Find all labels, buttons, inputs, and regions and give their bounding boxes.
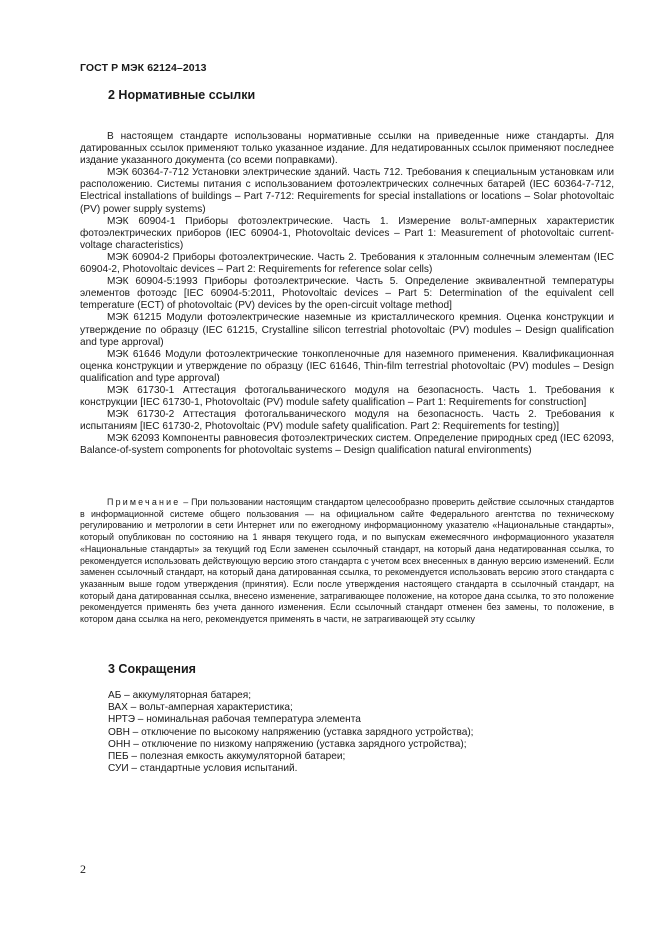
reference-iec-62093: МЭК 62093 Компоненты равновесия фотоэлектрических систем. Определение природных сред (IEC 62093, Balance-of-system components for photovoltaic systems – Design qualification natural environments) — [80, 433, 614, 457]
abbreviation-item: АБ – аккумуляторная батарея; — [108, 690, 252, 701]
note-text: – При пользовании настоящим стандартом целесообразно проверить действие ссылочных стандартов в информационной системе общего пользования — на официальном сайте Федерального агентства по техническому регулированию и метрологии в сети Интернет или по ежегодному информационному указателю «Национальные стандарты», который опубликован по состоянию на 1 января текущего года, и по выпускам ежемесячного информационного указателя «Национальные стандарты» за текущий год Если заменен ссылочный стандарт, на который дана недатированная ссылка, то рекомендуется использовать действующую версию этого стандарта с учетом всех внесенных в данную версию изменений. Если заменен ссылочный стандарт, на который дана датированная ссылка, то рекомендуется использовать версию этого стандарта с указанным выше годом утверждения (принятия). Если после утверждения настоящего стандарта в ссылочный стандарт, на который дана датированная ссылка, внесено изменение, затрагивающее положение, на которое дана ссылка, то это положение рекомендуется применять без учета данного изменения. Если ссылочный стандарт отменен без замены, то положение, в котором дана ссылка на него, рекомендуется применять в части, не затрагивающей эту ссылку — [80, 497, 614, 625]
abbreviation-item: ПЕБ – полезная емкость аккумуляторной батареи; — [108, 751, 346, 763]
reference-iec-60904-2: МЭК 60904-2 Приборы фотоэлектрические. Часть 2. Требования к эталонным солнечным элементам (IEC 60904-2, Photovoltaic devices – Part 2: Requirements for reference solar cells) — [80, 251, 614, 276]
reference-iec-61730-2: МЭК 61730-2 Аттестация фотогальванического модуля на безопасность. Часть 2. Требования к испытаниям [IEC 61730-2, Photovoltaic (PV) module safety qualification. Part 2: Requirements for testing)] — [80, 409, 614, 433]
reference-iec-61215: МЭК 61215 Модули фотоэлектрические наземные из кристаллического кремния. Оценка конструкции и утверждение по образцу (IEC 61215, Crystalline silicon terrestrial photovoltaic (PV) modules – Design qualification and type approval) — [80, 312, 614, 348]
abbreviation-item: ОНН – отключение по низкому напряжению (уставка зарядного устройства); — [108, 738, 467, 750]
reference-iec-61730-1: МЭК 61730-1 Аттестация фотогальванического модуля на безопасность. Часть 1. Требования к конструкции [IEC 61730-1, Photovoltaic (PV) module safety qualification – Part 1: Requirements for construction] — [80, 384, 614, 409]
note-label: Примечание — [107, 497, 181, 507]
abbreviation-item: ОВН – отключение по высокому напряжению (уставка зарядного устройства); — [108, 726, 474, 738]
section-3-title: 3 Сокращения — [108, 662, 196, 676]
reference-iec-60904-5: МЭК 60904-5:1993 Приборы фотоэлектрические. Часть 5. Определение эквивалентной температуры элементов фотоэдс [IEC 60904-5:2011, Photovoltaic devices – Part 5: Determination of the equivalent cell temperature (ECT) of photovoltaic (PV) devices by the open-circuit voltage method] — [80, 276, 614, 312]
references-note — [80, 497, 614, 626]
abbreviation-item: ВАХ – вольт-амперная характеристика; — [108, 702, 293, 714]
references-intro-paragraph: В настоящем стандарте использованы нормативные ссылки на приведенные ниже стандарты. Для датированных ссылок применяют только указанное издание. Для недатированных ссылок применяют последнее издание указанного документа (со всеми поправками). — [80, 131, 614, 167]
abbreviations-list — [108, 690, 474, 775]
reference-iec-60904-1: МЭК 60904-1 Приборы фотоэлектрические. Часть 1. Измерение вольт-амперных характеристик фотоэлектрических приборов (IEC 60904-1, Photovoltaic devices – Part 1: Measurement of photovoltaic current-voltage characteristics) — [80, 215, 614, 251]
reference-iec-60364-7-712: МЭК 60364-7-712 Установки электрические зданий. Часть 712. Требования к специальным установкам или расположению. Системы питания с использованием фотоэлектрических солнечных батарей (IEC 60364-7-712, Electrical installations of buildings – Part 7-712: Requirements for special installations or locations – Solar photovoltaic (PV) power supply systems) — [80, 167, 614, 215]
normative-references — [80, 131, 614, 458]
abbreviation-item: СУИ – стандартные условия испытаний. — [108, 763, 298, 775]
reference-iec-61646: МЭК 61646 Модули фотоэлектрические тонкопленочные для наземного применения. Квалификационная оценка конструкции и утверждение по образцу (IEC 61646, Thin-film terrestrial photovoltaic (PV) modules – Design qualification and type approval) — [80, 348, 614, 384]
abbreviation-item: НРТЭ – номинальная рабочая температура элемента — [108, 714, 361, 726]
document-code-header: ГОСТ Р МЭК 62124–2013 — [80, 62, 207, 74]
section-2-title: 2 Нормативные ссылки — [108, 88, 256, 102]
page-number: 2 — [80, 862, 86, 876]
